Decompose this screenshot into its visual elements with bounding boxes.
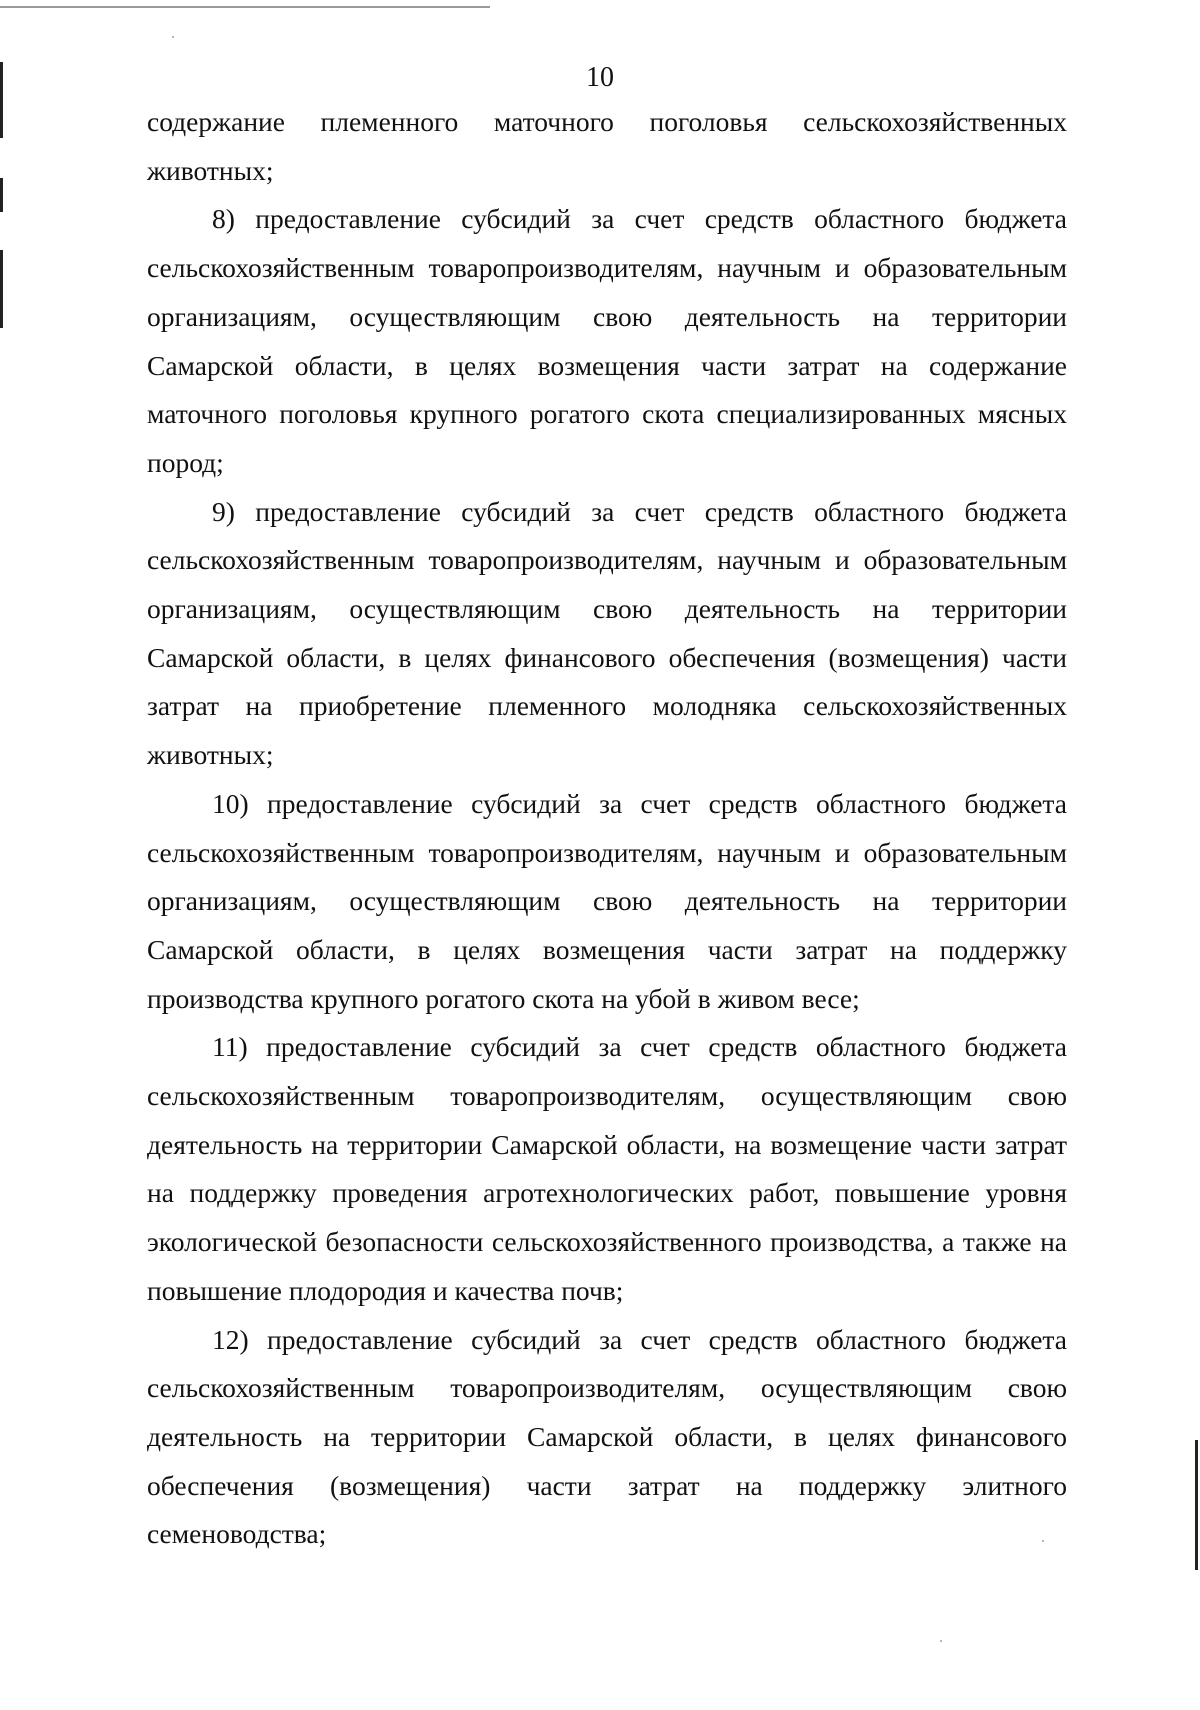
scan-artifact-edge-left — [0, 178, 3, 212]
paragraph-item-10: 10) предоставление субсидий за счет средств областного бюджета сельскохозяйственным товаропроизводителям, научным и образовательным организациям, осуществляющим свою деятельность на территории Самарской области, в целях возмещения части затрат на поддержку производства крупного рогатого скота на убой в живом весе; — [147, 787, 1067, 1014]
page-number: 10 — [586, 62, 614, 93]
scan-artifact-line — [0, 6, 490, 8]
paragraph-item-8: 8) предоставление субсидий за счет средств областного бюджета сельскохозяйственным товаропроизводителям, научным и образовательным организациям, осуществляющим свою деятельность на территории Самарской области, в целях возмещения части затрат на содержание маточного поголовья крупного рогатого скота специализированных мясных пород; — [147, 203, 1067, 478]
scan-artifact-edge-left — [0, 250, 3, 328]
paragraph-item-11: 11) предоставление субсидий за счет средств областного бюджета сельскохозяйственным товаропроизводителям, осуществляющим свою деятельность на территории Самарской области, на возмещение части затрат на поддержку проведения агротехнологических работ, повышение уровня экологической безопасности сельскохозяйственного производства, а также на повышение плодородия и качества почв; — [147, 1031, 1067, 1306]
document-body — [147, 98, 1067, 1559]
paragraph-item-9: 9) предоставление субсидий за счет средств областного бюджета сельскохозяйственным товаропроизводителям, научным и образовательным организациям, осуществляющим свою деятельность на территории Самарской области, в целях финансового обеспечения (возмещения) части затрат на приобретение племенного молодняка сельскохозяйственных животных; — [147, 495, 1067, 771]
paragraph-continuation: содержание племенного маточного поголовья сельскохозяйственных животных; — [147, 106, 1067, 186]
paragraph-item-12: 12) предоставление субсидий за счет средств областного бюджета сельскохозяйственным товаропроизводителям, осуществляющим свою деятельность на территории Самарской области, в целях финансового обеспечения (возмещения) части затрат на поддержку элитного семеноводства; — [147, 1323, 1067, 1550]
scan-artifact-edge-right — [1195, 1440, 1198, 1570]
scan-artifact-speck — [940, 1640, 942, 1642]
scan-artifact-speck — [172, 36, 174, 38]
